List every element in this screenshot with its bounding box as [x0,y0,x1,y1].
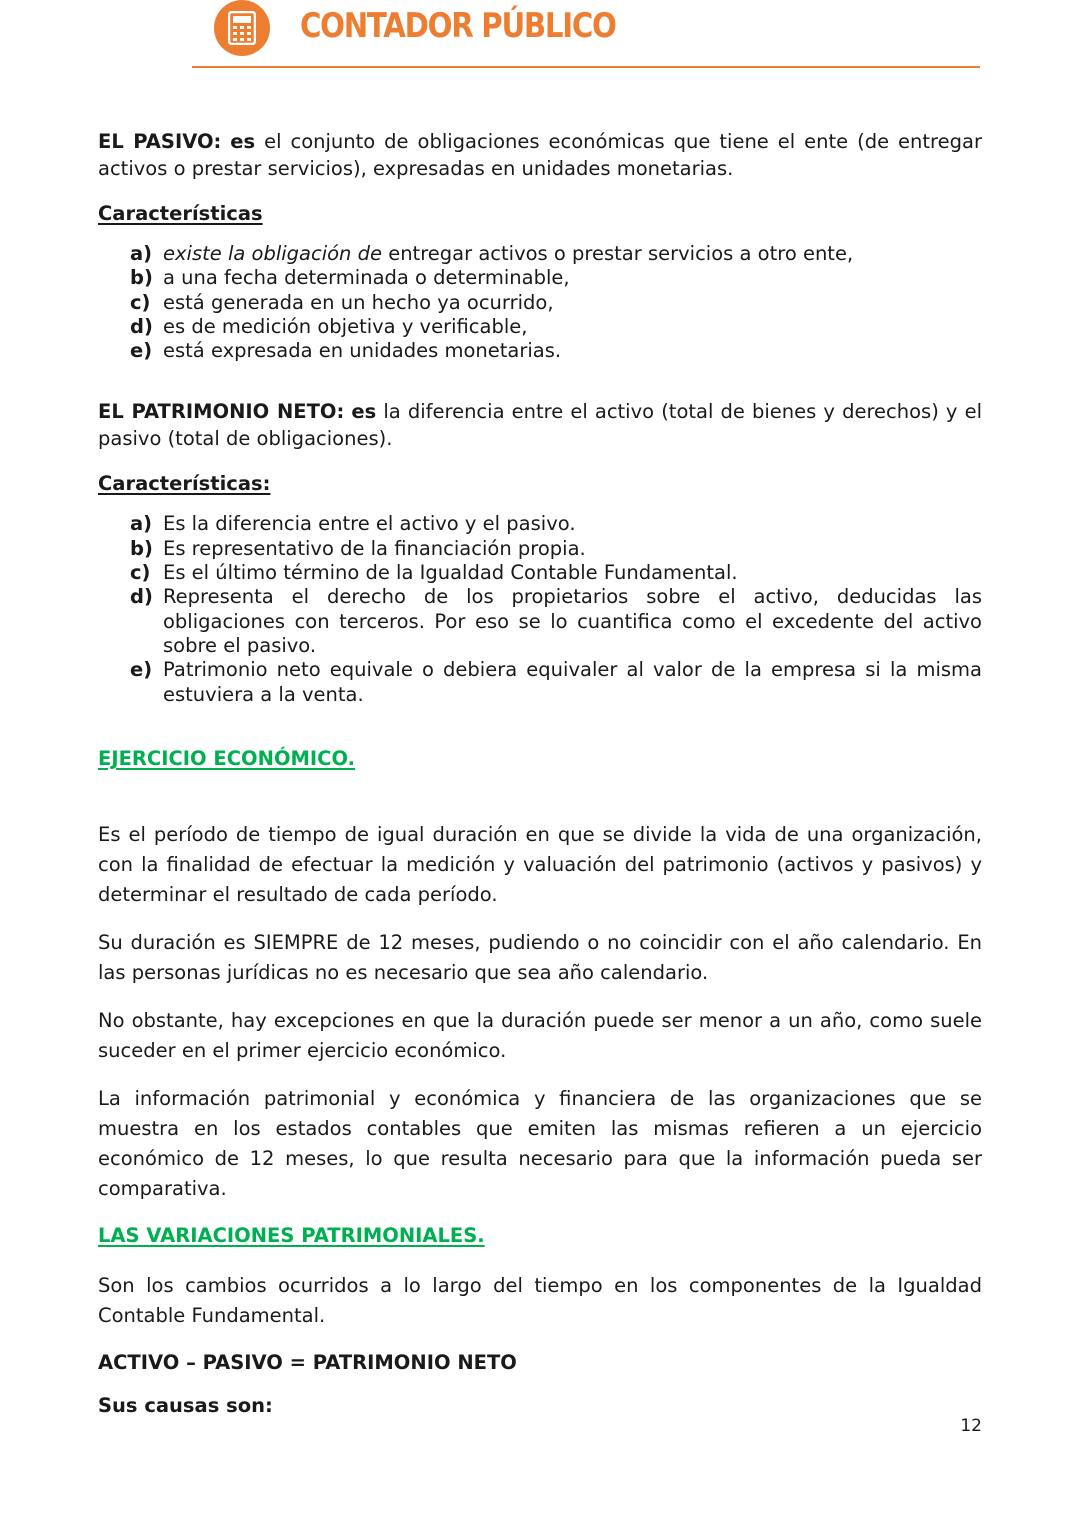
patrimonio-definition-text: la diferencia entre el activo (total de bienes y derechos) y el pasivo (total de obligaciones). [98,400,982,451]
list-item: b) a una fecha determinada o determinable, [130,266,570,290]
patrimonio-characteristics-list [98,512,982,706]
list-item: d) es de medición objetiva y verificable, [130,314,528,338]
variaciones-paragraph: Son los cambios ocurridos a lo largo del tiempo en los componentes de la Igualdad Contable Fundamental. [98,1273,982,1327]
patrimonio-es: es [351,400,377,424]
pasivo-characteristics-heading: Características [98,202,263,225]
pasivo-es: es [230,130,256,153]
calculator-icon [214,0,270,56]
list-item: b) Es representativo de la financiación propia. [130,536,586,560]
ejercicio-paragraph-2: Su duración es SIEMPRE de 12 meses, pudiendo o no coincidir con el año calendario. En las personas jurídicas no es necesario que sea año calendario. [98,930,982,984]
pasivo-definition [98,128,982,182]
pasivo-term: EL PASIVO: [98,130,222,153]
variaciones-title: LAS VARIACIONES PATRIMONIALES. [98,1223,485,1247]
pasivo-definition-text: el conjunto de obligaciones económicas que tiene el ente (de entregar activos o prestar servicios), expresadas en unidades monetarias. [98,130,982,180]
page-number: 12 [960,1416,982,1436]
list-item: e) está expresada en unidades monetarias. [130,339,562,363]
list-item: c) está generada en un hecho ya ocurrido, [130,290,554,314]
list-item: e) Patrimonio neto equivale o debiera equivaler al valor de la empresa si la misma estuviera a la venta. [130,658,982,706]
ejercicio-paragraph-1: Es el período de tiempo de igual duración en que se divide la vida de una organización, con la finalidad de efectuar la medición y valuación del patrimonio (activos y pasivos) y determinar el resultado de cada período. [98,822,982,906]
patrimonio-term: EL PATRIMONIO NETO: [98,400,345,424]
list-item: c) Es el último término de la Igualdad Contable Fundamental. [130,561,738,585]
ejercicio-title: EJERCICIO ECONÓMICO. [98,746,356,770]
causes-heading: Sus causas son: [98,1393,273,1417]
document-body [98,128,982,1419]
patrimonio-characteristics-heading: Características: [98,472,271,496]
ejercicio-paragraph-4: La información patrimonial y económica y financiera de las organizaciones que se muestra en los estados contables que emiten las mismas refieren a un ejercicio económico de 12 meses, lo que resulta necesario para que la información pueda ser comparativa. [98,1086,982,1200]
page-header [192,0,980,68]
list-item: a) existe la obligación de entregar activos o prestar servicios a otro ente, [130,242,854,265]
list-item: a) Es la diferencia entre el activo y el pasivo. [130,512,576,536]
brand-title: CONTADOR PÚBLICO [300,6,616,46]
pasivo-characteristics-list [98,242,982,363]
patrimonio-definition [98,398,982,452]
ejercicio-paragraph-3: No obstante, hay excepciones en que la duración puede ser menor a un año, como suele suceder en el primer ejercicio económico. [98,1008,982,1062]
list-item: d) Representa el derecho de los propietarios sobre el activo, deducidas las obligaciones con terceros. Por eso se lo cuantifica como el excedente del activo sobre el pasivo. [130,585,982,657]
equation: ACTIVO – PASIVO = PATRIMONIO NETO [98,1350,517,1374]
